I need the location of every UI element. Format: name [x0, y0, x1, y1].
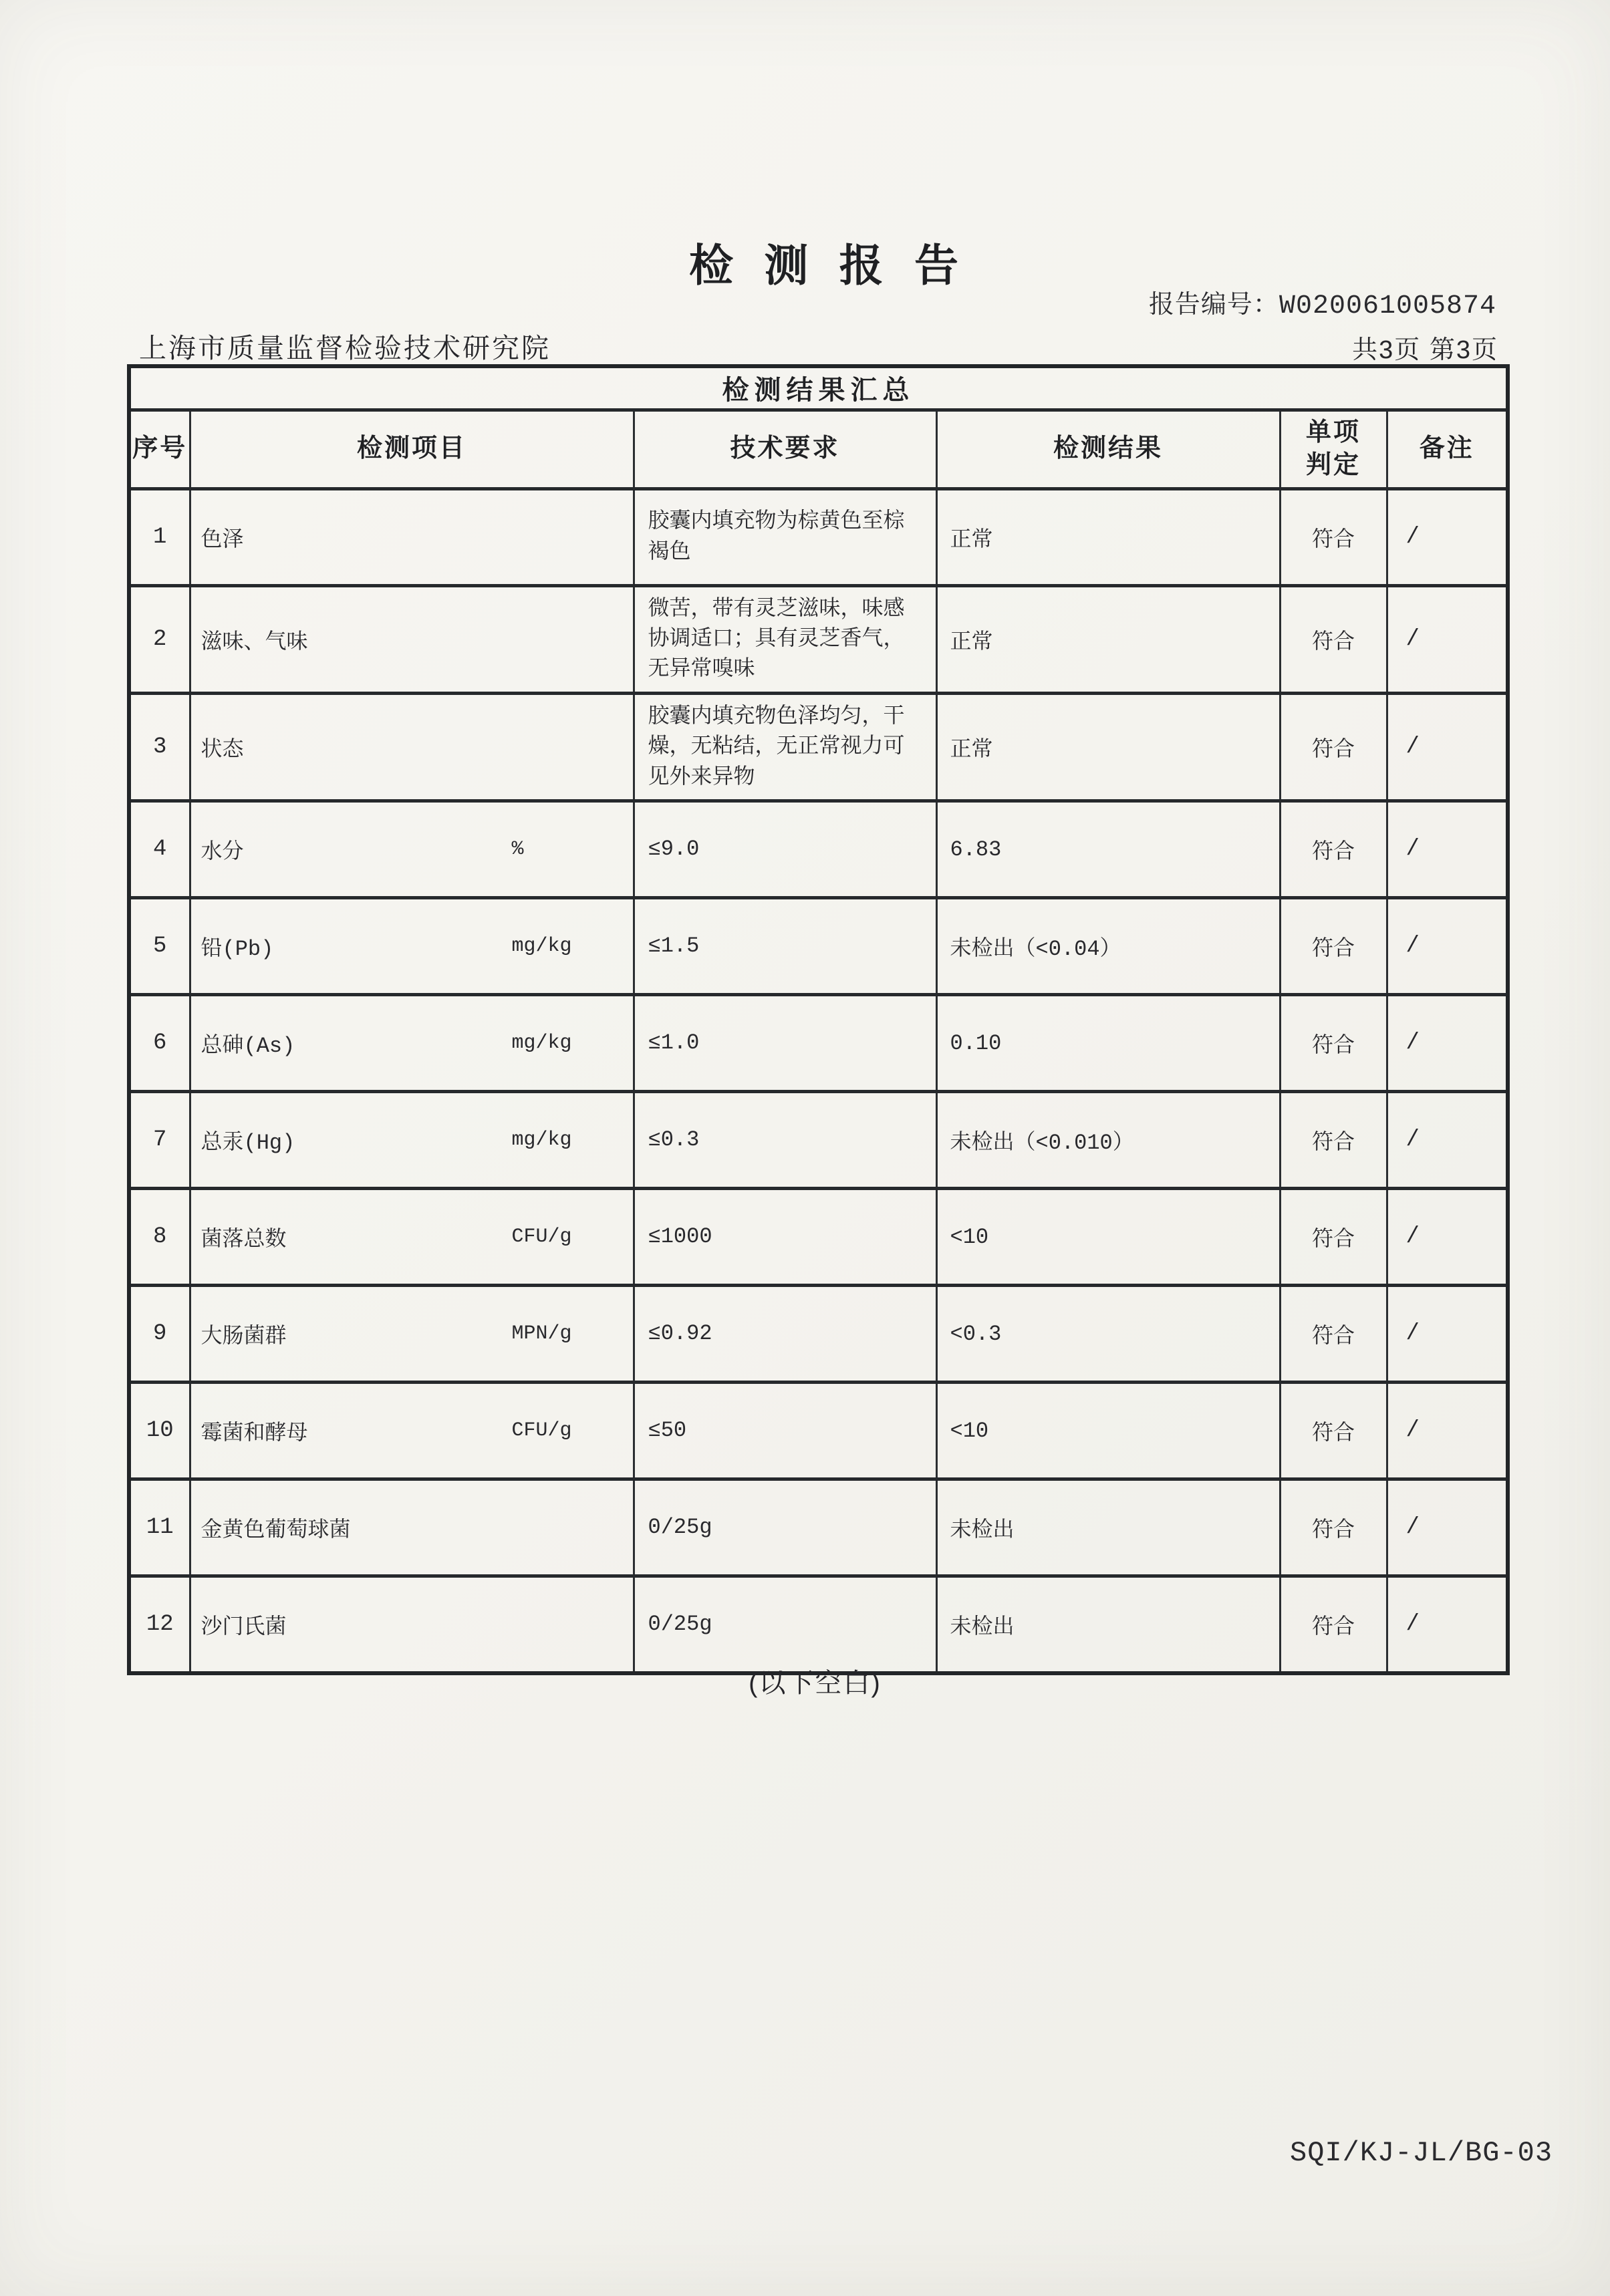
table-row [129, 1286, 1508, 1383]
results-table [127, 364, 1510, 1675]
item-unit: mg/kg [511, 1032, 572, 1055]
doc-code: SQI/KJ-JL/BG-03 [1290, 2137, 1553, 2169]
judgement-cell: 符合 [1280, 1383, 1387, 1479]
note-cell: / [1387, 1576, 1508, 1673]
row-number-cell: 6 [129, 995, 190, 1092]
table-row [129, 995, 1508, 1092]
table-title-row [129, 366, 1508, 410]
table-row [129, 1092, 1508, 1189]
column-header: 技术要求 [634, 410, 936, 488]
item-cell [190, 1576, 634, 1673]
requirement-cell: ≤0.3 [634, 1092, 936, 1189]
below-blank-note: (以下空白) [749, 1669, 882, 1698]
judgement-cell: 符合 [1280, 585, 1387, 693]
table-row [129, 801, 1508, 898]
note-cell: / [1387, 1092, 1508, 1189]
requirement-cell: ≤0.92 [634, 1286, 936, 1383]
result-cell: 0.10 [936, 995, 1280, 1092]
page-title: 检 测 报 告 [688, 241, 968, 290]
table-row [129, 1189, 1508, 1286]
note-cell: / [1387, 693, 1508, 801]
item-unit: CFU/g [511, 1226, 572, 1249]
judgement-cell: 符合 [1280, 1092, 1387, 1189]
table-row [129, 1383, 1508, 1479]
judgement-cell: 符合 [1280, 1286, 1387, 1383]
item-name: 滋味、气味 [200, 629, 308, 655]
row-number-cell: 7 [129, 1092, 190, 1189]
column-header: 单项判定 [1280, 410, 1387, 488]
requirement-cell: ≤1.5 [634, 898, 936, 995]
item-cell [190, 995, 634, 1092]
item-name: 沙门氏菌 [200, 1614, 287, 1640]
result-cell: 正常 [936, 585, 1280, 693]
item-cell [190, 488, 634, 585]
row-number-cell: 10 [129, 1383, 190, 1479]
result-cell: 正常 [936, 693, 1280, 801]
item-unit: CFU/g [511, 1419, 572, 1443]
item-name: 总砷(As) [200, 1034, 295, 1059]
table-row [129, 1479, 1508, 1576]
row-number-cell: 4 [129, 801, 190, 898]
row-number-cell: 1 [129, 488, 190, 585]
table-header-row [129, 410, 1508, 488]
result-cell: 6.83 [936, 801, 1280, 898]
judgement-cell: 符合 [1280, 995, 1387, 1092]
report-number-line [1149, 283, 1496, 321]
result-cell: <0.3 [936, 1286, 1280, 1383]
row-number-cell: 8 [129, 1189, 190, 1286]
requirement-cell: 0/25g [634, 1576, 936, 1673]
note-cell: / [1387, 1286, 1508, 1383]
requirement-cell: 胶囊内填充物色泽均匀，干燥，无粘结，无正常视力可见外来异物 [634, 693, 936, 801]
judgement-cell: 符合 [1280, 1576, 1387, 1673]
item-name: 色泽 [200, 527, 244, 553]
result-cell: 未检出（<0.04） [936, 898, 1280, 995]
item-cell [190, 898, 634, 995]
judgement-cell: 符合 [1280, 898, 1387, 995]
note-cell: / [1387, 801, 1508, 898]
requirement-cell: ≤1.0 [634, 995, 936, 1092]
row-number-cell: 11 [129, 1479, 190, 1576]
report-number-label: 报告编号： [1148, 291, 1279, 319]
row-number-cell: 2 [129, 585, 190, 693]
item-name: 金黄色葡萄球菌 [200, 1518, 351, 1544]
item-name: 状态 [200, 737, 244, 762]
requirement-cell: ≤9.0 [634, 801, 936, 898]
item-cell [190, 693, 634, 801]
note-cell: / [1387, 995, 1508, 1092]
judgement-cell: 符合 [1280, 1479, 1387, 1576]
table-row [129, 585, 1508, 693]
row-number-cell: 9 [129, 1286, 190, 1383]
item-cell [190, 1286, 634, 1383]
judgement-cell: 符合 [1280, 488, 1387, 585]
institute-name: 上海市质量监督检验技术研究院 [139, 333, 551, 364]
judgement-cell: 符合 [1280, 693, 1387, 801]
report-number-value: W020061005874 [1279, 291, 1496, 321]
requirement-cell: ≤50 [634, 1383, 936, 1479]
item-unit: % [511, 838, 524, 861]
note-cell: / [1387, 488, 1508, 585]
result-cell: 未检出 [936, 1576, 1280, 1673]
item-unit: mg/kg [511, 935, 572, 958]
item-cell [190, 1383, 634, 1479]
item-cell [190, 1092, 634, 1189]
result-cell: 正常 [936, 488, 1280, 585]
result-cell: 未检出 [936, 1479, 1280, 1576]
table-row [129, 1576, 1508, 1673]
column-header: 检测项目 [190, 410, 634, 488]
item-cell [190, 1479, 634, 1576]
item-name: 铅(Pb) [200, 937, 274, 962]
note-cell: / [1387, 585, 1508, 693]
row-number-cell: 12 [129, 1576, 190, 1673]
item-name: 大肠菌群 [200, 1324, 287, 1350]
result-cell: <10 [936, 1383, 1280, 1479]
column-header: 检测结果 [936, 410, 1280, 488]
table-row [129, 488, 1508, 585]
judgement-cell: 符合 [1280, 801, 1387, 898]
table-row [129, 898, 1508, 995]
judgement-cell: 符合 [1280, 1189, 1387, 1286]
note-cell: / [1387, 898, 1508, 995]
page-indicator: 共3页 第3页 [1352, 336, 1498, 364]
item-name: 水分 [200, 840, 244, 865]
requirement-cell: 0/25g [634, 1479, 936, 1576]
result-cell: <10 [936, 1189, 1280, 1286]
item-cell [190, 585, 634, 693]
note-cell: / [1387, 1189, 1508, 1286]
note-cell: / [1387, 1479, 1508, 1576]
item-unit: MPN/g [511, 1322, 572, 1346]
row-number-cell: 5 [129, 898, 190, 995]
requirement-cell: 微苦，带有灵芝滋味，味感协调适口；具有灵芝香气，无异常嗅味 [634, 585, 936, 693]
item-name: 菌落总数 [200, 1228, 287, 1253]
table-row [129, 693, 1508, 801]
row-number-cell: 3 [129, 693, 190, 801]
requirement-cell: ≤1000 [634, 1189, 936, 1286]
item-unit: mg/kg [511, 1129, 572, 1152]
table-title: 检测结果汇总 [129, 366, 1508, 410]
item-name: 总汞(Hg) [200, 1131, 295, 1156]
column-header: 备注 [1387, 410, 1508, 488]
item-cell [190, 1189, 634, 1286]
note-cell: / [1387, 1383, 1508, 1479]
item-name: 霉菌和酵母 [200, 1421, 308, 1447]
column-header: 序号 [129, 410, 190, 488]
requirement-cell: 胶囊内填充物为棕黄色至棕褐色 [634, 488, 936, 585]
item-cell [190, 801, 634, 898]
result-cell: 未检出（<0.010） [936, 1092, 1280, 1189]
